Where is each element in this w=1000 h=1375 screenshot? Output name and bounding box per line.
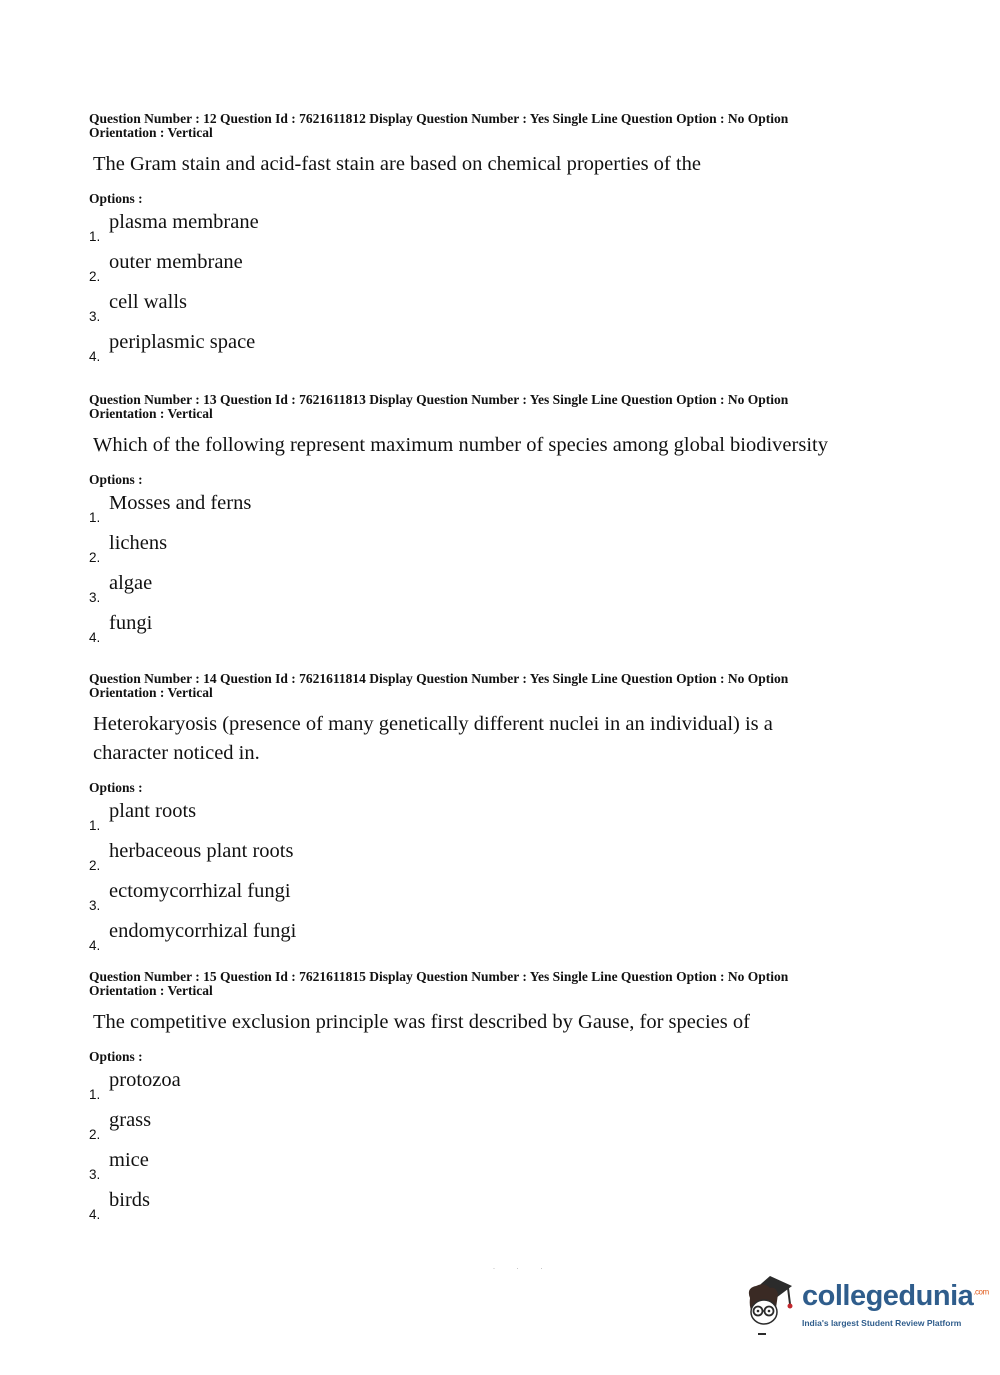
option-number: 4.	[89, 349, 101, 364]
option-number: 3.	[89, 590, 101, 605]
option-number: 1.	[89, 818, 101, 833]
logo-wordmark	[802, 1280, 989, 1313]
option-item	[89, 800, 909, 840]
option-item	[89, 251, 909, 291]
option-item	[89, 880, 909, 920]
question-meta-line-2: Orientation : Vertical	[89, 406, 213, 421]
logo-name: collegedunia	[802, 1280, 974, 1312]
option-text: lichens	[109, 532, 168, 554]
question-text: The competitive exclusion principle was first described by Gause, for species of	[93, 1011, 750, 1033]
option-text: birds	[109, 1189, 150, 1211]
option-number: 3.	[89, 898, 101, 913]
options-label: Options :	[89, 191, 143, 206]
option-number: 2.	[89, 1127, 101, 1142]
option-text: algae	[109, 572, 153, 594]
option-item	[89, 1149, 909, 1189]
question-meta-line-1: Question Number : 15 Question Id : 7621611815 Display Question Number : Yes Single Line Question Option : No Option	[89, 969, 789, 984]
option-item	[89, 920, 909, 960]
option-item	[89, 211, 909, 251]
question-block-12	[89, 112, 909, 371]
question-meta-line-1: Question Number : 13 Question Id : 7621611813 Display Question Number : Yes Single Line Question Option : No Option	[89, 392, 789, 407]
option-text: mice	[109, 1149, 149, 1171]
option-item	[89, 532, 909, 572]
option-text: plant roots	[109, 800, 197, 822]
option-number: 3.	[89, 309, 101, 324]
option-number: 4.	[89, 630, 101, 645]
option-item	[89, 840, 909, 880]
option-text: periplasmic space	[109, 331, 256, 353]
question-block-13	[89, 393, 909, 652]
option-number: 1.	[89, 510, 101, 525]
option-number: 1.	[89, 229, 101, 244]
question-text: Heterokaryosis (presence of many genetically different nuclei in an individual) is a character noticed in.	[93, 713, 773, 764]
option-number: 3.	[89, 1167, 101, 1182]
option-text: plasma membrane	[109, 211, 259, 233]
option-number: 1.	[89, 1087, 101, 1102]
option-text: endomycorrhizal fungi	[109, 920, 297, 942]
logo-tagline: India's largest Student Review Platform	[802, 1318, 962, 1328]
option-number: 2.	[89, 269, 101, 284]
logo-suffix: .com	[973, 1287, 989, 1297]
option-text: ectomycorrhizal fungi	[109, 880, 291, 902]
option-text: grass	[109, 1109, 152, 1131]
question-meta-line-1: Question Number : 14 Question Id : 7621611814 Display Question Number : Yes Single Line Question Option : No Option	[89, 671, 789, 686]
question-meta-line-2: Orientation : Vertical	[89, 125, 213, 140]
options-label: Options :	[89, 1049, 143, 1064]
option-item	[89, 492, 909, 532]
options-label: Options :	[89, 472, 143, 487]
option-item	[89, 612, 909, 652]
question-block-15	[89, 970, 909, 1229]
option-item	[89, 1189, 909, 1229]
question-meta-line-2: Orientation : Vertical	[89, 983, 213, 998]
option-item	[89, 1069, 909, 1109]
question-text: The Gram stain and acid-fast stain are based on chemical properties of the	[93, 153, 701, 175]
question-meta-line-1: Question Number : 12 Question Id : 7621611812 Display Question Number : Yes Single Line Question Option : No Option	[89, 111, 789, 126]
option-text: herbaceous plant roots	[109, 840, 294, 862]
faint-dots-decoration: · · ·	[493, 1266, 553, 1272]
option-item	[89, 572, 909, 612]
option-item	[89, 331, 909, 371]
option-item	[89, 291, 909, 331]
option-text: fungi	[109, 612, 153, 634]
option-number: 4.	[89, 938, 101, 953]
question-block-14	[89, 672, 909, 960]
option-number: 4.	[89, 1207, 101, 1222]
option-item	[89, 1109, 909, 1149]
question-text: Which of the following represent maximum number of species among global biodiversity	[93, 434, 828, 456]
collegedunia-logo	[740, 1268, 989, 1343]
options-label: Options :	[89, 780, 143, 795]
option-number: 2.	[89, 858, 101, 873]
option-text: Mosses and ferns	[109, 492, 252, 514]
option-text: outer membrane	[109, 251, 243, 273]
option-text: cell walls	[109, 291, 187, 313]
option-text: protozoa	[109, 1069, 181, 1091]
option-number: 2.	[89, 550, 101, 565]
question-meta-line-2: Orientation : Vertical	[89, 685, 213, 700]
student-mascot-icon	[740, 1268, 800, 1340]
